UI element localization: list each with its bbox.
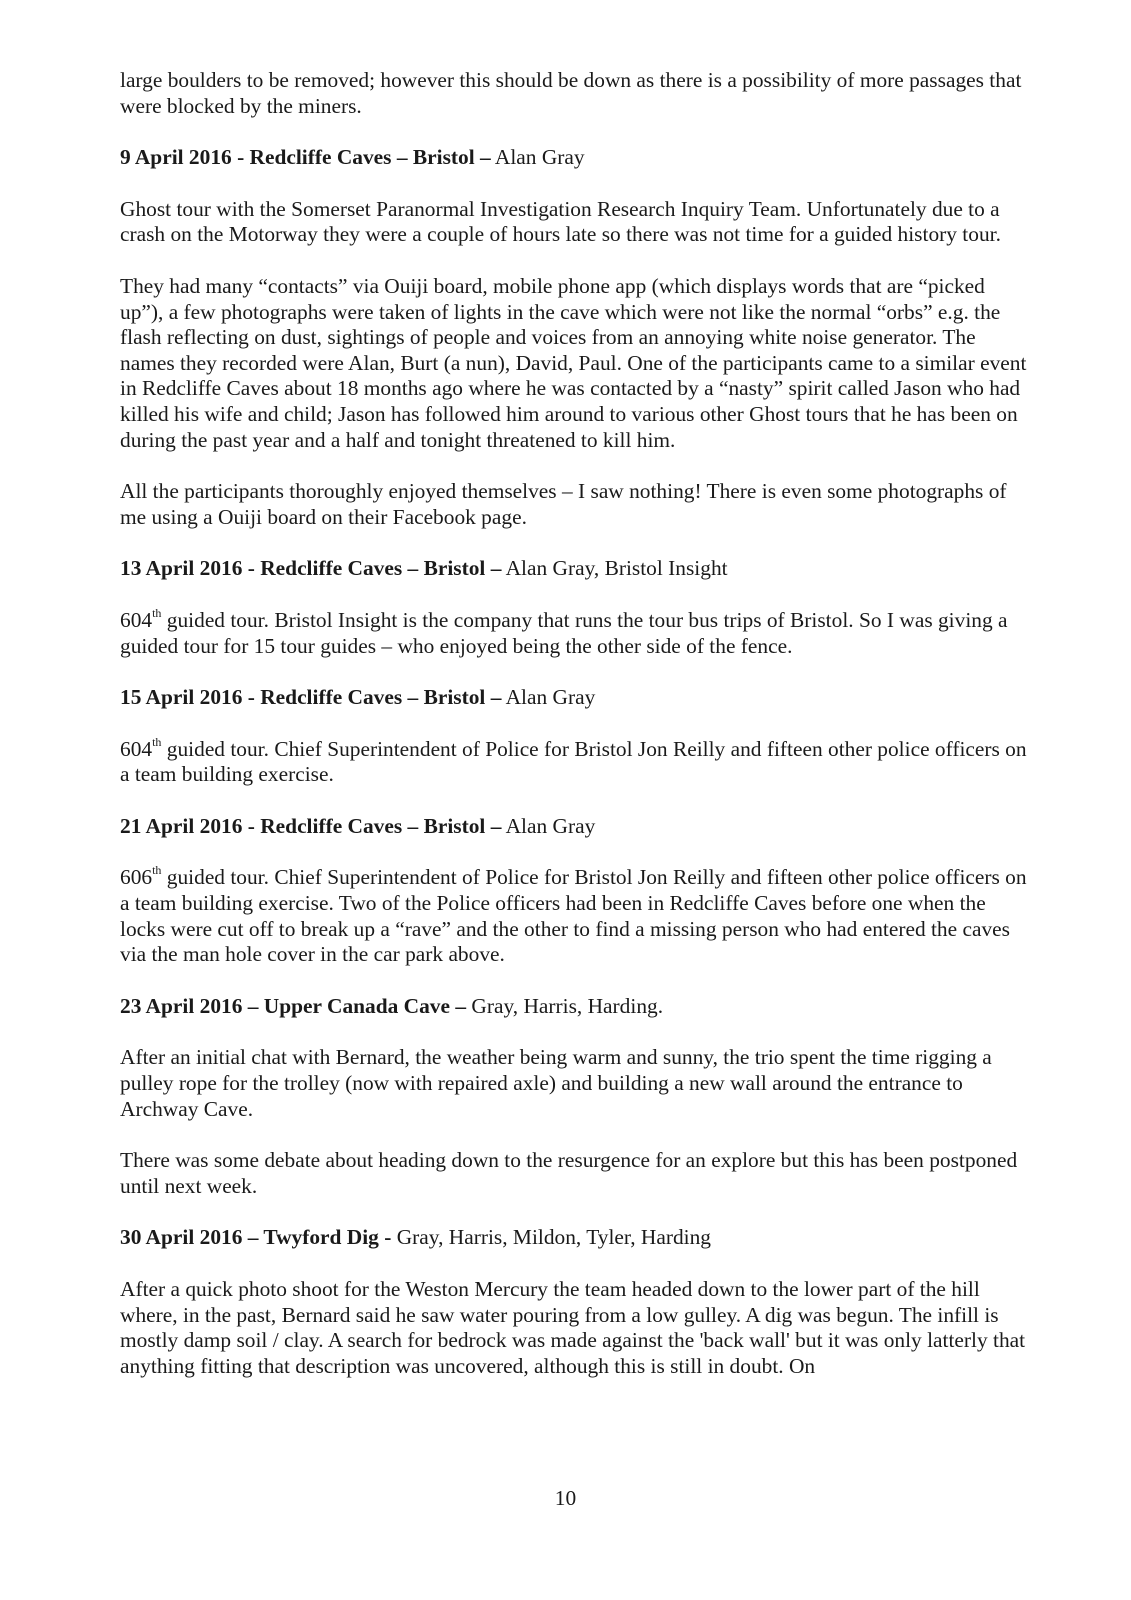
paragraph-continued: large boulders to be removed; however this should be down as there is a possibility of more passages that were blocked by the miners.	[120, 68, 1022, 118]
paragraph-text: guided tour. Bristol Insight is the company that runs the tour bus trips of Bristol. So I was giving a guided tour for 15 tour guides – who enjoyed being the other side of the fence.	[120, 607, 1008, 658]
paragraph: They had many “contacts” via Ouiji board, mobile phone app (which displays words that are “picked up”), a few photographs were taken of lights in the cave which were not like the normal “orbs” e.g. the flash reflecting on dust, sightings of people and voices from an annoying white noise generator. The names they recorded were Alan, Burt (a nun), David, Paul. One of the participants came to a similar event in Redcliffe Caves about 18 months ago where he was contacted by a “nasty” spirit called Jason who had killed his wife and child; Jason has followed him around to various other Ghost tours that he has been on during the past year and a half and tonight threatened to kill him.	[120, 273, 1027, 452]
tour-number: 604	[120, 607, 153, 632]
entry-attendees: Gray, Harris, Harding.	[466, 993, 664, 1018]
paragraph-text: guided tour. Chief Superintendent of Police for Bristol Jon Reilly and fifteen other police officers on a team building exercise. Two of the Police officers had been in Redcliffe Caves before one when the locks were cut off to break up a “rave” and the other to find a missing person who had entered the caves via the man hole cover in the car park above.	[120, 865, 1027, 967]
page-body	[120, 68, 1030, 1379]
paragraph	[120, 865, 1030, 967]
paragraph: There was some debate about heading down to the resurgence for an explore but this has been postponed until next week.	[120, 1148, 1018, 1198]
entry-heading-bold: 9 April 2016 - Redcliffe Caves – Bristol –	[120, 145, 491, 170]
paragraph: After a quick photo shoot for the Weston Mercury the team headed down to the lower part of the hill where, in the past, Bernard said he saw water pouring from a low gulley. A dig was begun. The infill is mostly damp soil / clay. A search for bedrock was made against the 'back wall' but it was only latterly that anything fitting that description was uncovered, although this is still in doubt. On	[120, 1277, 1026, 1378]
entry-heading-2016-04-13	[120, 556, 1030, 582]
tour-number: 606	[120, 865, 153, 890]
entry-heading-2016-04-21	[120, 814, 1030, 840]
entry-heading-bold: 23 April 2016 – Upper Canada Cave –	[120, 993, 467, 1018]
entry-heading-bold: 15 April 2016 - Redcliffe Caves – Bristol –	[120, 685, 502, 710]
entry-heading-bold: 30 April 2016 – Twyford Dig -	[120, 1225, 392, 1250]
entry-heading-2016-04-30	[120, 1225, 1030, 1251]
entry-heading-bold: 13 April 2016 - Redcliffe Caves – Bristol –	[120, 556, 502, 581]
entry-heading-2016-04-15	[120, 685, 1030, 711]
paragraph	[120, 605, 1030, 659]
ordinal-suffix: th	[152, 734, 162, 749]
paragraph: All the participants thoroughly enjoyed themselves – I saw nothing! There is even some photographs of me using a Ouiji board on their Facebook page.	[120, 479, 1007, 529]
entry-attendees: Alan Gray, Bristol Insight	[501, 556, 728, 581]
entry-heading-2016-04-23	[120, 994, 1030, 1020]
paragraph: After an initial chat with Bernard, the weather being warm and sunny, the trio spent the time rigging a pulley rope for the trolley (now with repaired axle) and building a new wall around the entrance to Archway Cave.	[120, 1045, 992, 1121]
entry-attendees: Gray, Harris, Mildon, Tyler, Harding	[391, 1225, 711, 1250]
ordinal-suffix: th	[152, 863, 162, 878]
entry-attendees: Alan Gray	[501, 813, 596, 838]
ordinal-suffix: th	[152, 605, 162, 620]
paragraph-text: guided tour. Chief Superintendent of Police for Bristol Jon Reilly and fifteen other police officers on a team building exercise.	[120, 736, 1027, 787]
paragraph: Ghost tour with the Somerset Paranormal Investigation Research Inquiry Team. Unfortunately due to a crash on the Motorway they were a couple of hours late so there was not time for a guided history tour.	[120, 196, 1001, 247]
page-number: 10	[554, 1486, 577, 1510]
entry-heading-2016-04-09	[120, 145, 1030, 171]
entry-attendees: Alan Gray	[501, 685, 596, 710]
paragraph	[120, 734, 1030, 788]
entry-heading-bold: 21 April 2016 - Redcliffe Caves – Bristol –	[120, 813, 502, 838]
tour-number: 604	[120, 736, 153, 761]
entry-attendees: Alan Gray	[490, 145, 585, 170]
